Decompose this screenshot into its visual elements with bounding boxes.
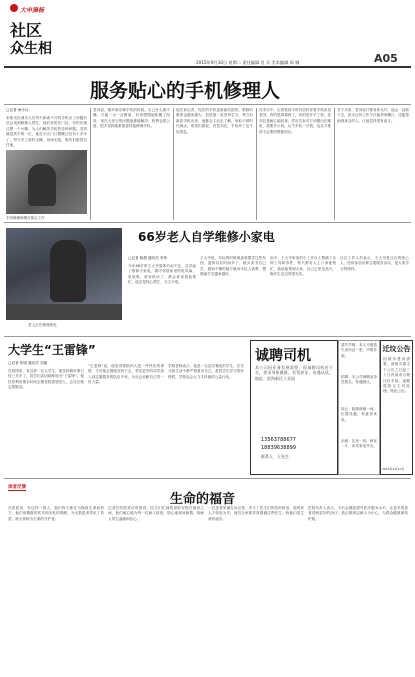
- story3-col-3: 学校老师表示，他是一名品学兼优的学生，在学习和生活中都严格要求自己，是同学们学习的好榜样，学校也会大力支持他的公益行动。: [168, 364, 244, 379]
- story2-byline: □记者 陈晨 通讯员 李华: [128, 256, 168, 260]
- story3-col-2: “王雷锋”说，他觉得帮助别人是一件快乐的事情，今后他会继续坚持下去，带动更多的同学加入到志愿服务的队伍中来，为社会贡献自己的一份力量。: [88, 364, 164, 385]
- section-title-line1: 社区: [10, 21, 43, 40]
- col-sep: [90, 108, 91, 220]
- story2-col-2: 王大爷说，年轻的时候就喜欢摆弄这些东西，退休以后时间多了，就买来书自己学，遇到不懂的地方就向年轻人请教，慢慢地手艺越来越好。: [200, 256, 266, 277]
- notice-body: 因城市建设需要，请相关墓主于公告之日起三十日内前来办理迁坟手续，逾期将按无主坟处理。特此公告。: [383, 357, 410, 394]
- story2-col-3: 如今，王大爷家里的小工作台上摆满了各种工具和零件，每天都有人上门请他帮忙，他说能帮到大家，自己心里也高兴，晚年生活过得很充实。: [270, 256, 336, 277]
- logo-text: 大申滴杨: [20, 7, 45, 14]
- section-divider: [4, 336, 411, 337]
- classified-item: 出租：住房一套，两室一厅，家具家电齐全。: [341, 439, 377, 449]
- bottom-tag: 读者反馈: [8, 485, 26, 490]
- story2-photo: [6, 228, 122, 320]
- section-divider: [4, 222, 411, 223]
- main-photo: [6, 150, 87, 220]
- ad-recruit-drivers: [250, 340, 338, 475]
- classified-item: 招聘：本公司诚聘业务员数名，待遇面议。: [341, 375, 377, 385]
- main-col-3: 他告诉记者，现在的手机更新换代很快，维修的难度也越来越大，但是他一直坚持学习，每当有新款手机出来，他都会主动去了解，争取不被时代淘汰。邻居们都说，有老刘在，手机坏了也不用着急。: [176, 108, 253, 134]
- classified-item: 遗失声明：本人不慎遗失身份证一张，声明作废。: [341, 343, 377, 358]
- ad-phone-1: 13563788677: [261, 437, 296, 443]
- story2-headline: 66岁老人自学维修小家电: [138, 230, 275, 244]
- bottom-col-3: 一位患者家属告诉记者，多亏了医生们的及时救治，他的家人才转危为安，他们全家都非常感谢这些医生，称他们是生命的福音。: [208, 506, 304, 521]
- bottom-col-1: 在医院里，有这样一群人，他们每天都在为挽救生命而努力，他们用精湛的医术和无私的奉献，为无数患者带来了希望，被大家称为生命的守护者。: [8, 506, 104, 521]
- ad-phone-2: 18839638899: [261, 445, 296, 451]
- col-sep: [256, 108, 257, 220]
- classifieds-block: [338, 340, 380, 475]
- bottom-col-2: 记者在医院采访时看到，医生们忙碌的身影穿梭在病房之间，他们耐心地为每一位病人检查，细心地询问病情，给病人带去温暖和信心。: [108, 506, 204, 521]
- story2-photo-caption: 老人正在修理家电: [28, 323, 57, 327]
- ad-contact: 联系人：王先生: [261, 454, 289, 459]
- photo-workbench: [6, 304, 122, 320]
- section-divider: [4, 478, 411, 479]
- story3-col-1: 在校园里，有这样一位大学生，他坚持做好事已经三年多了，同学们亲切地称他为“王雷锋”。他经常利用课余时间去敬老院看望老人，去社区做志愿服务。: [8, 369, 84, 390]
- photo-caption: 手机修理师傅在街头工作: [6, 216, 45, 220]
- main-col-1: 本报讯在城市人们每天都离不开的手机出了问题后总会找到修理人帮忙，他们有的在门店，有的在街边摆一个小摊，为人们解决手机的各种问题。老刘就是其中的一位，他在小区门口摆摊已经有十多年了，每天早上准时出摊，风雨无阻，街坊们都很信任他。: [6, 116, 87, 148]
- masthead-divider: [4, 66, 411, 68]
- ad-relocation-notice: [380, 340, 413, 475]
- main-headline: 服务贴心的手机修理人: [90, 80, 281, 102]
- col-sep: [173, 108, 174, 220]
- masthead-logo: [6, 2, 116, 64]
- page-code: A05: [374, 52, 398, 65]
- col-sep: [334, 108, 335, 220]
- story2-col-1: 今年66岁的王大爷退休后闲不住，自学起了维修小家电，街坊邻居家里的电风扇、电饭煲、收音机坏了，都会拿来请他帮忙，他总是热心帮忙，分文不取。: [128, 264, 196, 285]
- main-col-5: 对于未来，老刘说只要身体允许，他会一直做下去，因为这份工作不仅能养家糊口，还能帮助到身边的人，让他觉得很有意义。: [337, 108, 409, 123]
- story3-byline: □记者 张明 通讯员 刘丽: [8, 361, 48, 365]
- ad-title: 诚聘司机: [255, 348, 311, 364]
- bottom-col-4: 医院负责人表示，今后会继续提升医疗服务水平，让更多的患者得到更好的治疗，真正做到以病人为中心，为群众健康保驾护航。: [308, 506, 408, 521]
- main-col-2: 老刘说，刚开始学修手机的时候，自己什么都不懂，只能一点一点摸索，后来慢慢地积累了经验，现在大部分的问题他都能解决，收费也很公道，很多老顾客都愿意找他修理手机。: [93, 108, 170, 129]
- date-line: 2015年9月10日 星期二 责任编辑 肖 兵 美术编辑 周 娜: [196, 60, 300, 65]
- notice-date: 2015年9月10日: [382, 467, 405, 471]
- story3-headline: 大学生“王雷锋”: [8, 343, 96, 357]
- main-headline-rule: [4, 104, 411, 105]
- logo-mark-icon: [10, 4, 18, 12]
- photo-figure: [28, 164, 56, 206]
- notice-title: 迁坟公告: [382, 345, 411, 353]
- story2-col-4: 社区工作人员表示，王大爷是社区的热心人，经常参加各种志愿服务活动，是大家学习的榜样。: [340, 256, 409, 271]
- section-title-line2: 众生相: [10, 41, 52, 57]
- bottom-headline: 生命的福音: [170, 492, 236, 507]
- ad-body: 本公司因业务发展需要，现诚聘司机若干名，要求身体健康，有驾驶证，待遇从优。地址：滨海新区工业园: [255, 365, 333, 381]
- main-col-4: 在采访中，记者看到不时有居民拿着手机来找老刘，有的是屏幕碎了，有的是开不了机，老刘总是耐心地检查，然后告诉对方问题出在哪里，需要多少钱，从不多收一分钱，也从不推荐不必要的维修项目。: [259, 108, 331, 134]
- photo-figure: [50, 240, 86, 302]
- classified-item: 转让：临街商铺一间，位置优越，有意者来电。: [341, 407, 377, 422]
- main-byline: □记者 徐小兵: [6, 108, 29, 112]
